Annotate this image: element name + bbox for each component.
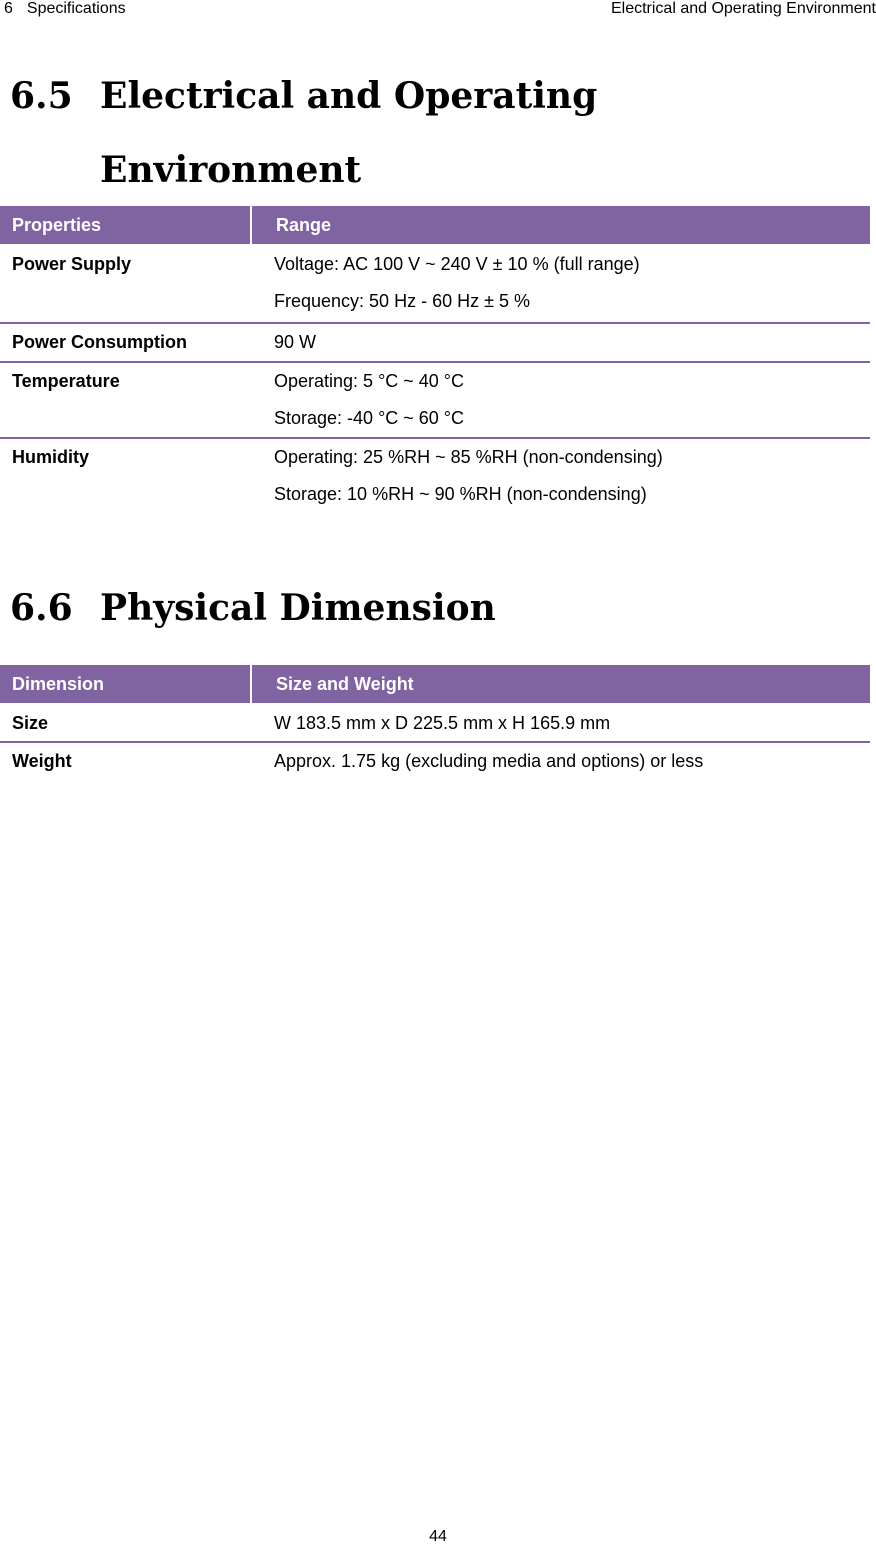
- column-header-properties: Properties: [12, 215, 102, 235]
- property-label: Power Supply: [12, 254, 132, 274]
- section-number: 6.5: [10, 75, 73, 117]
- running-header-right: Electrical and Operating Environment: [610, 0, 876, 17]
- table-header: [0, 665, 870, 703]
- value-line: Operating: 25 %RH ~ 85 %RH (non-condensing): [274, 447, 663, 467]
- section-title: Physical Dimension: [100, 587, 496, 629]
- section-heading-dimension: [10, 587, 710, 630]
- value-line: Operating: 5 °C ~ 40 °C: [274, 371, 464, 391]
- chapter-number: 6: [4, 0, 13, 17]
- value-line: Storage: -40 °C ~ 60 °C: [274, 408, 464, 428]
- property-value: [274, 439, 663, 513]
- dimension-spec-table: [0, 665, 872, 785]
- table-row: [0, 705, 870, 743]
- table-row: [0, 439, 870, 515]
- value-line: Approx. 1.75 kg (excluding media and options) or less: [274, 751, 704, 771]
- column-divider: [250, 206, 252, 244]
- section-heading-electrical: [10, 75, 710, 198]
- property-value: [274, 743, 703, 780]
- running-header-left: [4, 0, 126, 18]
- running-header: [0, 0, 876, 20]
- page-number: 44: [429, 1528, 447, 1545]
- property-value: [274, 246, 640, 320]
- value-line: Storage: 10 %RH ~ 90 %RH (non-condensing): [274, 484, 647, 504]
- table-row: [0, 324, 870, 363]
- property-label: Weight: [12, 751, 72, 771]
- value-line: 90 W: [274, 332, 317, 352]
- table-header: [0, 206, 870, 244]
- table-row: [0, 246, 870, 324]
- column-header-range: Range: [276, 215, 332, 235]
- electrical-spec-table: [0, 206, 872, 506]
- property-value: [274, 363, 464, 437]
- property-label: Power Consumption: [12, 332, 187, 352]
- section-title: Electrical and Operating Environment: [100, 75, 598, 191]
- property-label: Size: [12, 713, 49, 733]
- section-number: 6.6: [10, 587, 73, 629]
- table-row: [0, 363, 870, 439]
- property-value: [274, 324, 316, 361]
- property-label: Temperature: [12, 371, 120, 391]
- property-value: [274, 705, 610, 742]
- column-header-dimension: Dimension: [12, 674, 105, 694]
- chapter-title: Specifications: [26, 0, 126, 17]
- value-line: W 183.5 mm x D 225.5 mm x H 165.9 mm: [274, 713, 611, 733]
- column-divider: [250, 665, 252, 703]
- value-line: Voltage: AC 100 V ~ 240 V ± 10 % (full range): [274, 254, 640, 274]
- property-label: Humidity: [12, 447, 90, 467]
- value-line: Frequency: 50 Hz - 60 Hz ± 5 %: [274, 291, 530, 311]
- column-header-size-weight: Size and Weight: [276, 674, 414, 694]
- table-row: [0, 743, 870, 781]
